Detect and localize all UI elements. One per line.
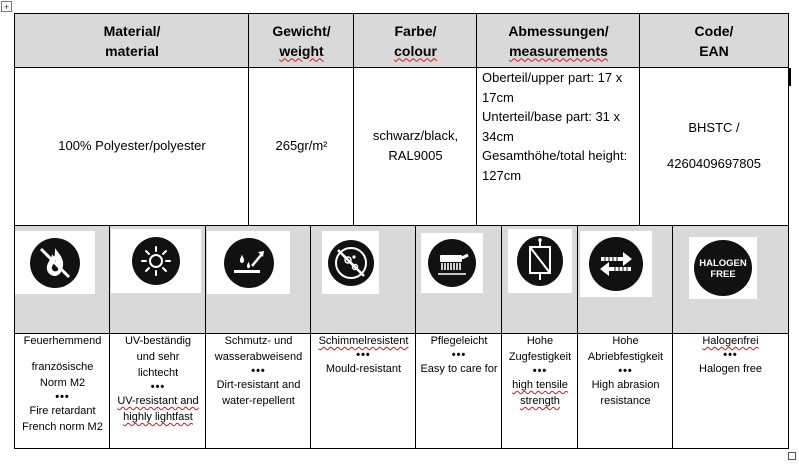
weight-value [249, 67, 354, 225]
feature-line: Schmutz- und [224, 335, 293, 347]
feature-line: resistance [600, 395, 651, 407]
header-code-line2: EAN [699, 42, 729, 59]
text-cursor-mark [789, 68, 791, 86]
measurement-upper: Oberteil/upper part: 17 x 17cm [482, 70, 623, 105]
water-dirt-repellent-icon-box [207, 231, 290, 294]
code-value [640, 67, 788, 225]
halogen-free-icon [692, 238, 754, 298]
header-measurements-line1: Abmessungen/ [508, 22, 609, 39]
feature-line: High abrasion [591, 379, 660, 391]
grid-line [476, 13, 477, 225]
table-move-handle-icon[interactable]: + [1, 1, 12, 12]
measurement-base: Unterteil/base part: 31 x 34cm [482, 109, 621, 144]
feature-label-tensile [502, 333, 578, 409]
mould-resistant-icon [326, 238, 376, 288]
header-measurements [477, 14, 640, 67]
header-material-line1: Material/ [103, 22, 161, 39]
code-line1: BHSTC / [688, 120, 740, 135]
sun-uv-icon [130, 235, 182, 287]
abrasion-resistance-icon-box [580, 231, 652, 297]
feature-line: strength [520, 395, 560, 407]
feature-label-dirt-water [206, 333, 311, 409]
colour-value [354, 67, 477, 225]
grid-line [248, 13, 249, 225]
feature-line: Easy to care for [420, 363, 498, 375]
feature-line: Abriebfestigkeit [587, 351, 664, 363]
sun-uv-icon-box [111, 229, 201, 293]
feature-line: UV-beständig [124, 335, 192, 347]
weight-text: 265gr/m² [275, 138, 328, 153]
feature-line: Norm M2 [39, 377, 86, 389]
feature-line: highly lightfast [123, 411, 193, 423]
header-colour [354, 14, 477, 67]
grid-line [14, 67, 789, 68]
feature-line: Halogenfrei [702, 335, 759, 347]
feature-separator: ••• [723, 349, 738, 361]
grid-line [672, 225, 673, 449]
grid-line [501, 225, 502, 449]
feature-line: high tensile [512, 379, 568, 391]
flame-retardant-icon-box [15, 231, 95, 294]
feature-label-uv [110, 333, 206, 425]
tensile-strength-icon-box [508, 229, 572, 293]
code-line2: 4260409697805 [667, 156, 761, 171]
feature-line: lichtecht [137, 367, 179, 379]
feature-line: und sehr [136, 351, 180, 363]
colour-line1: schwarz/black, [372, 128, 459, 143]
table-resize-handle[interactable] [788, 452, 796, 460]
feature-label-mould [311, 333, 416, 377]
feature-line: Fire retardant [29, 405, 96, 417]
feature-line: French norm M2 [22, 421, 103, 433]
feature-line: Pflegeleicht [430, 335, 488, 347]
feature-line: Feuerhemmend [23, 335, 102, 347]
tensile-strength-icon [515, 234, 565, 288]
feature-line: UV-resistant and [117, 395, 199, 407]
header-material [15, 14, 249, 67]
header-weight-line1: Gewicht/ [272, 22, 331, 39]
grid-line [109, 225, 110, 449]
feature-separator: ••• [356, 349, 371, 361]
material-text: 100% Polyester/polyester [58, 138, 206, 153]
feature-line: Dirt-resistant and [216, 379, 301, 391]
feature-separator: ••• [251, 365, 266, 377]
feature-separator: ••• [55, 391, 70, 403]
feature-line: französische [31, 361, 94, 373]
feature-separator: ••• [532, 365, 548, 377]
halogen-badge-line1: HALOGEN [699, 258, 747, 269]
header-measurements-line2: measurements [509, 42, 608, 59]
feature-line: wasserabweisend [214, 351, 303, 363]
feature-line: Hohe [612, 335, 639, 347]
feature-label-easy-care [416, 333, 502, 377]
grid-line [639, 13, 640, 225]
header-code-line1: Code/ [694, 22, 734, 39]
measurement-total: Gesamthöhe/total height: 127cm [482, 148, 628, 183]
feature-separator: ••• [150, 381, 166, 393]
measurements-value [477, 67, 640, 225]
easy-care-brush-icon-box [421, 233, 483, 293]
feature-label-abrasion [578, 333, 673, 409]
feature-separator: ••• [451, 349, 467, 361]
feature-line: Halogen free [699, 363, 762, 375]
header-material-line2: material [105, 42, 159, 59]
grid-line [577, 225, 578, 449]
grid-line [205, 225, 206, 449]
feature-line: Schimmelresistent [318, 335, 409, 347]
flame-retardant-icon [28, 236, 82, 290]
halogen-badge-line2: FREE [710, 269, 736, 280]
feature-line: Mould-resistant [325, 363, 402, 375]
easy-care-brush-icon [426, 237, 478, 289]
material-value [15, 67, 249, 225]
abrasion-resistance-icon [587, 235, 645, 293]
feature-separator: ••• [618, 365, 633, 377]
feature-line: Zugfestigkeit [508, 351, 572, 363]
mould-resistant-icon-box [322, 231, 379, 294]
header-colour-line1: Farbe/ [394, 22, 437, 39]
grid-line [310, 225, 311, 449]
grid-line [14, 13, 15, 449]
halogen-free-icon-box [689, 237, 757, 299]
feature-line: Hohe [526, 335, 554, 347]
grid-line [415, 225, 416, 449]
grid-line [353, 13, 354, 225]
header-weight-line2: weight [279, 42, 324, 59]
header-colour-line2: colour [394, 42, 437, 59]
header-weight [249, 14, 354, 67]
feature-label-halogen [673, 333, 788, 377]
grid-line [14, 13, 789, 14]
feature-label-flame [15, 333, 110, 435]
feature-line: water-repellent [222, 395, 295, 407]
colour-line2: RAL9005 [388, 148, 443, 163]
header-code [640, 14, 788, 67]
water-dirt-repellent-icon [222, 236, 276, 290]
